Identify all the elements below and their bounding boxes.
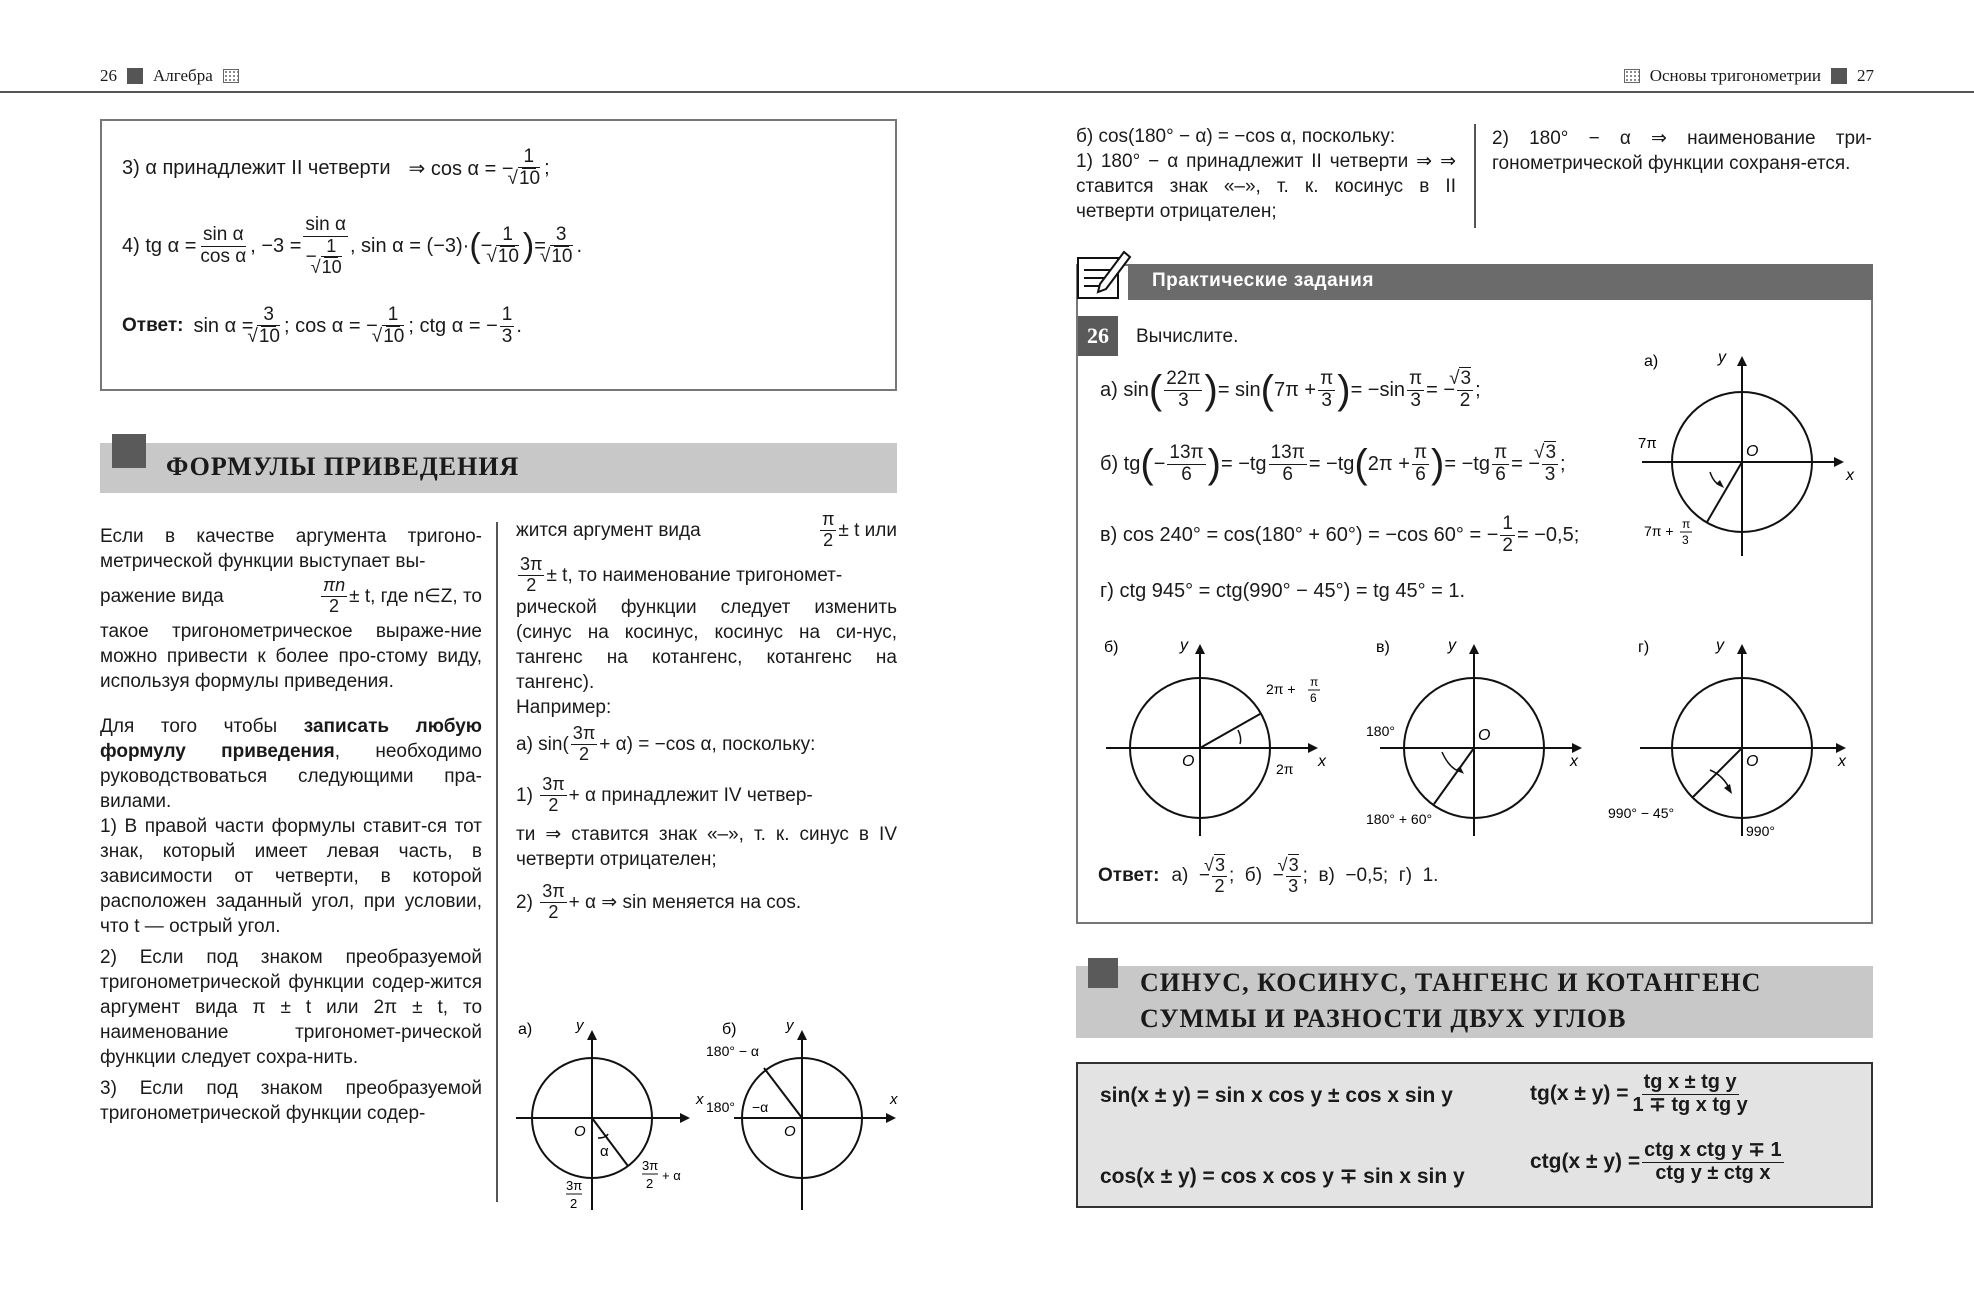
unit-circle-diagram-d (1606, 630, 1868, 840)
box-line-3-formula: ⇒ cos α = − (408, 157, 514, 180)
origin-label: O (1478, 727, 1491, 744)
fraction: $\frac{3\pi}{2}$ (572, 723, 596, 765)
angle-label: 7π (1638, 435, 1657, 452)
svg-text:α: α (600, 1143, 609, 1160)
unit-circle-diagram-a (516, 1010, 706, 1215)
svg-text:2: 2 (646, 1176, 654, 1191)
svg-text:3: 3 (1682, 533, 1689, 547)
paragraph-formula-line (100, 576, 482, 617)
running-header-left (100, 66, 239, 86)
box-line-4-text: 4) tg α = (122, 234, 197, 257)
text: π ± t или (252, 996, 359, 1018)
text: + α ⇒ sin меняется на cos. (568, 891, 802, 913)
rule-3: 3) Если под знаком преобразуемой тригонометрической функции содер- (100, 1077, 482, 1124)
angle-label: 990° (1746, 823, 1775, 839)
text: 2) Если под знаком преобразуемой тригонометрической функции содер-жится аргумент вида (100, 946, 482, 1018)
text: , необходимо руководствоваться следующими пра-вилами. (100, 740, 482, 812)
box-answer: Ответ: sin α = 3 √ 10 ; cos α = − 1 √ 10 ; ctg α = − $\frac{1}{3}$ . (122, 305, 522, 348)
axis-y-label: y (1180, 637, 1188, 654)
example-b-line: б) cos(180° − α) = −cos α, поскольку: (1076, 126, 1396, 147)
fraction: 1 √ 10 (516, 147, 543, 190)
header-rule (0, 91, 1974, 93)
task-line-c: в) cos 240° = cos(180° + 60°) = −cos 60° = − $\frac{1}{2}$ = −0,5; (1100, 513, 1580, 556)
svg-text:6: 6 (1310, 691, 1317, 705)
svg-text:3π: 3π (642, 1158, 659, 1173)
column-divider (1474, 124, 1476, 228)
answer-ctg: ; ctg α = − (408, 314, 498, 337)
svg-text:π: π (1682, 517, 1691, 531)
task-prompt: Вычислите. (1136, 326, 1239, 347)
paragraph: Если в качестве аргумента тригоно-метрической функции выступает вы- (100, 526, 482, 572)
text: ± t, то наименование тригономет- (546, 564, 843, 586)
origin-label: O (1746, 443, 1759, 460)
example-step-2: 2) $\frac{3\pi}{2}$ + α ⇒ sin меняется на cos. (516, 880, 802, 922)
practice-header-title: Практические задания (1152, 270, 1374, 291)
answer-sin: sin α = (193, 314, 254, 337)
text-column-2 (516, 510, 897, 922)
angle-label: 2π (1276, 761, 1294, 777)
fraction: 3 √ 10 (255, 305, 282, 348)
fraction (1630, 1072, 1749, 1117)
fraction: $\frac{1}{3}$ (501, 304, 513, 347)
text: + α) = −cos α, поскольку: (599, 734, 816, 756)
section-title-line-1: СИНУС, КОСИНУС, ТАНГЕНС И КОТАНГЕНС (1140, 968, 1762, 997)
diagram-label: б) (722, 1021, 737, 1038)
angle-label: 180° (1366, 723, 1395, 739)
svg-text:7π +: 7π + (1644, 523, 1674, 539)
example-a (516, 724, 897, 765)
task-line-d: г) ctg 945° = ctg(990° − 45°) = tg 45° = 1. (1100, 580, 1466, 602)
formula-tg-denominator: 1 ∓ tg x tg y (1632, 1093, 1748, 1116)
column-divider (496, 522, 498, 1202)
task-line-b: б) tg ( − $\frac{13\pi}{6}$ ) = −tg $\frac{13\pi}{6}$ = −tg ( 2π + $\frac{\pi}{6}$ ) = −tg $\frac{\pi}{6}$ = − √ $\frac{3}{3}$ ; (1100, 442, 1566, 487)
svg-text:π: π (1310, 675, 1319, 689)
rule-1: 1) В правой части формулы ставит-ся тот знак, который имеет левая часть, в зависимости от четверти, в которой расположен заданный угол, при условии, что t — острый угол. (100, 815, 482, 937)
axis-x-label: x (1838, 753, 1846, 770)
example-b-step-2: 2) 180° − α ⇒ наименование три-гонометрической функции сохраня-ется. (1492, 128, 1872, 174)
svg-text:3π: 3π (566, 1178, 583, 1193)
square-icon (1831, 68, 1847, 84)
origin-label: O (784, 1123, 796, 1140)
axis-y-label: y (1716, 637, 1724, 654)
fraction: 3 √ 10 (548, 225, 575, 268)
example-b-step-1: 1) 180° − α принадлежит II четверти ⇒ ⇒ ставится знак «–», т. к. косинус в II четверти отрицателен; (1076, 151, 1456, 222)
axis-x-label: x (696, 1091, 704, 1108)
box-line-3-text: 3) α принадлежит II четверти (122, 156, 391, 179)
page-number-right: 27 (1857, 66, 1874, 85)
text: 2π ± t, то наименование тригономет-рической функции следует сохра-нить. (100, 996, 483, 1068)
formula-ctg-sum (1530, 1140, 1786, 1185)
angle-label: 990° − 45° (1608, 805, 1675, 821)
unit-circle-diagram-b (706, 1010, 902, 1210)
text: ражение вида (100, 585, 224, 607)
unit-circle-diagram-c (1366, 630, 1606, 840)
diagram-label: г) (1638, 639, 1650, 656)
unit-circle-diagram-a (1630, 344, 1870, 564)
diagram-label: б) (1104, 639, 1119, 656)
fraction: $\frac{3\pi}{2}$ (542, 774, 565, 815)
axis-y-label: y (576, 1017, 584, 1034)
section-title-line-2: СУММЫ И РАЗНОСТИ ДВУХ УГЛОВ (1140, 1004, 1627, 1033)
header-title-right: Основы тригонометрии (1649, 66, 1821, 85)
fraction: 1 √ 10 (494, 225, 521, 268)
formula-tg-left: tg(x ± y) = (1530, 1082, 1629, 1106)
task-line-a: а) sin ( $\frac{22\pi}{3}$ ) = sin ( 7π + $\frac{\pi}{3}$ ) = −sin $\frac{\pi}{3}$ = − √ $\frac{3}{2}$ ; (1100, 368, 1481, 413)
col2-line-1 (516, 510, 897, 551)
fraction (1642, 1140, 1783, 1185)
text-column-1 (100, 524, 482, 1126)
svg-text:180°: 180° (706, 1099, 735, 1115)
grid-square-icon (223, 69, 239, 83)
solution-box (100, 119, 897, 391)
formula-tg-sum (1530, 1072, 1752, 1117)
axis-x-label: x (1318, 753, 1326, 770)
fraction: $\frac{3\pi}{2}$ (542, 880, 565, 922)
diagram-label: в) (1376, 639, 1390, 656)
fraction: $\frac{\pi}{2}$ (821, 509, 835, 550)
box-line-4: 4) tg α = $\frac{\text{sin α}}{\text{cos α}}$ , −3 = sin α − 1 √ 10 , sin α = (−3)· ( − 1 √ 10 ) = 3 √ 10 . (122, 215, 582, 278)
square-icon (127, 68, 143, 84)
example-b-block (1076, 124, 1456, 224)
answer-label: Ответ: (1098, 865, 1160, 887)
formula-sin-sum: sin(x ± y) = sin x cos y ± cos x sin y (1100, 1084, 1453, 1107)
svg-text:−α: −α (752, 1099, 769, 1115)
col2-line-2 (516, 555, 897, 596)
page-number-left: 26 (100, 66, 117, 85)
diagram-label: а) (1644, 353, 1659, 370)
rule-2 (100, 945, 482, 1070)
paragraph-rules-intro (100, 714, 482, 814)
box-line-3: 3) α принадлежит II четверти ⇒ cos α = − 1 √ 10 ; (122, 147, 550, 190)
axis-x-label: x (1846, 467, 1854, 484)
diagram-label: а) (518, 1021, 533, 1038)
section-square-icon (1088, 958, 1118, 988)
fraction: $\frac{\text{sin α}}{\text{cos α}}$ (200, 223, 247, 267)
formula-ctg-left: ctg(x ± y) = (1530, 1150, 1641, 1174)
text: а) sin( (516, 734, 569, 756)
section-title: ФОРМУЛЫ ПРИВЕДЕНИЯ (166, 452, 520, 481)
fraction: 1 √ 10 (380, 305, 407, 348)
origin-label: O (1182, 753, 1195, 770)
fraction: $\frac{3\pi}{2}$ (520, 553, 543, 595)
answer-label: Ответ: (122, 315, 184, 337)
task-number-badge: 26 (1078, 316, 1118, 356)
axis-y-label: y (1718, 349, 1726, 366)
svg-text:2: 2 (570, 1196, 578, 1211)
example-label: Например: (516, 697, 612, 719)
axis-x-label: x (1570, 753, 1578, 770)
section-square-icon (112, 434, 146, 468)
text: + α принадлежит IV четвер- (568, 784, 813, 806)
running-header-right (1624, 66, 1874, 86)
grid-square-icon (1624, 69, 1640, 83)
formula-cos-sum: cos(x ± y) = cos x cos y ∓ sin x sin y (1100, 1165, 1465, 1188)
paragraph: рической функции следует изменить (синус на косинус, косинус на си-нус, тангенс на котангенс, котангенс на тангенс). (516, 597, 897, 694)
practice-answer: Ответ: а) − √ $\frac{3}{2}$ ; б) − √ $\frac{3}{3}$ ; в) −0,5; г) 1. (1098, 856, 1438, 897)
paragraph: такое тригонометрическое выраже-ние можно привести к более про-стому виду, используя формулы приведения. (100, 620, 482, 692)
origin-label: O (1746, 753, 1759, 770)
formula-ctg-numerator: ctg x ctg y ∓ 1 (1644, 1139, 1782, 1161)
axis-y-label: y (786, 1017, 794, 1034)
notebook-pencil-icon (1074, 246, 1134, 302)
text: ± t, где n∈Z, то (349, 585, 482, 607)
svg-text:2π +: 2π + (1266, 681, 1296, 697)
formula-ctg-denominator: ctg y ± ctg x (1655, 1161, 1771, 1184)
axis-y-label: y (1448, 637, 1456, 654)
header-title-left: Алгебра (153, 66, 213, 85)
axis-x-label: x (890, 1091, 898, 1108)
angle-label: 180° + 60° (1366, 811, 1433, 827)
text: жится аргумент вида (516, 519, 701, 541)
answer-cos: ; cos α = − (283, 314, 378, 337)
svg-text:+ α: + α (662, 1168, 681, 1183)
example-step-1: 1) $\frac{3\pi}{2}$ + α принадлежит IV четвер- (516, 774, 813, 815)
paragraph: ти ⇒ ставится знак «–», т. к. синус в IV четверти отрицателен; (516, 823, 897, 870)
formula-tg-numerator: tg x ± tg y (1643, 1071, 1737, 1093)
unit-circle-diagram-b (1100, 630, 1340, 840)
origin-label: O (574, 1123, 586, 1140)
fraction: sin α − 1 √ 10 (303, 215, 348, 278)
bold-text: записать любую формулу приведения (100, 715, 483, 762)
svg-text:180° − α: 180° − α (706, 1043, 760, 1059)
fraction: $\frac{\pi n}{2}$ (323, 575, 346, 616)
text: Для того чтобы (100, 715, 278, 737)
text: ± t или (838, 519, 897, 541)
